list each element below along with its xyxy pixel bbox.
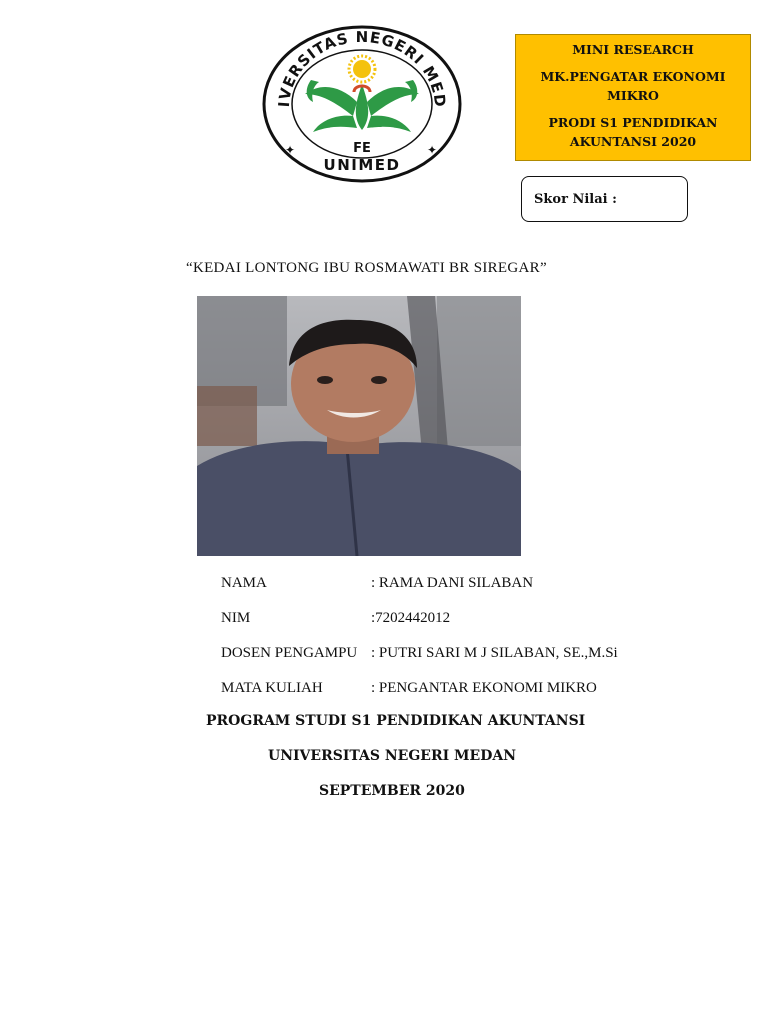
- star-left-icon: ✦: [285, 143, 296, 157]
- program-line-1: PRODI S1 PENDIDIKAN: [548, 115, 718, 130]
- logo-fe-text: FE: [353, 141, 371, 156]
- info-label: MATA KULIAH: [221, 680, 323, 696]
- info-value: : RAMA DANI SILABAN: [371, 575, 534, 591]
- university-name: UNIVERSITAS NEGERI MEDAN: [268, 748, 517, 764]
- info-label: DOSEN PENGAMPU: [221, 645, 358, 661]
- score-box: [521, 176, 688, 222]
- report-title: “KEDAI LONTONG IBU ROSMAWATI BR SIREGAR”: [186, 260, 547, 276]
- unimed-seal-icon: [261, 24, 463, 184]
- program-name: PROGRAM STUDI S1 PENDIDIKAN AKUNTANSI: [206, 713, 586, 729]
- mini-research-box: [515, 34, 751, 161]
- university-logo: [261, 24, 463, 184]
- mini-research-label: MINI RESEARCH: [572, 42, 694, 57]
- logo-unimed-text: UNIMED: [323, 156, 401, 174]
- course-line-2: MIKRO: [607, 88, 659, 103]
- student-photo: [197, 296, 521, 556]
- course-line-1: MK.PENGATAR EKONOMI: [540, 69, 726, 84]
- info-value: : PUTRI SARI M J SILABAN, SE.,M.Si: [371, 645, 618, 661]
- info-value: :7202442012: [371, 610, 451, 626]
- info-label: NAMA: [221, 575, 267, 591]
- logo-ring-text: IVERSITAS NEGERI MED: [274, 27, 450, 109]
- star-right-icon: ✦: [427, 143, 438, 157]
- info-value: : PENGANTAR EKONOMI MIKRO: [371, 680, 597, 696]
- program-line-2: AKUNTANSI 2020: [569, 134, 697, 149]
- score-label: Skor Nilai :: [534, 192, 617, 207]
- report-date: SEPTEMBER 2020: [319, 783, 465, 799]
- portrait-image: [197, 296, 521, 556]
- info-label: NIM: [221, 610, 251, 626]
